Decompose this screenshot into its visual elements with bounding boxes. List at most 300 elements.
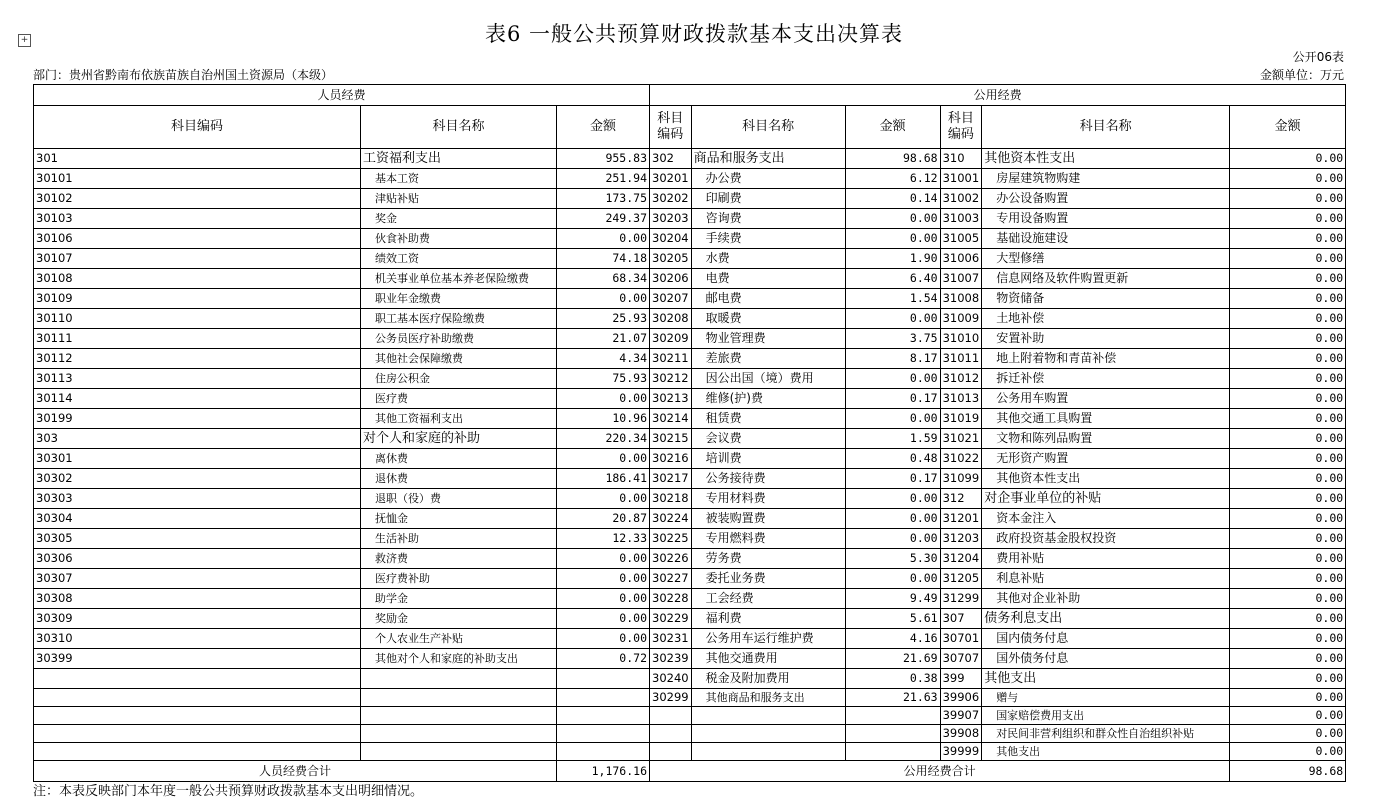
public-total-label: 公用经费合计 (650, 761, 1230, 782)
name-cell: 其他工资福利支出 (361, 409, 557, 429)
table-row (34, 689, 1346, 707)
table-row (34, 309, 1346, 329)
name-cell: 基础设施建设 (982, 229, 1230, 249)
amount-cell: 0.00 (1230, 429, 1346, 449)
amount-cell (845, 725, 940, 743)
table-row (34, 707, 1346, 725)
name-cell: 公务用车购置 (982, 389, 1230, 409)
code-cell: 30205 (650, 249, 692, 269)
code-cell: 31002 (940, 189, 982, 209)
code-cell: 30112 (34, 349, 361, 369)
code-cell: 30301 (34, 449, 361, 469)
department-label: 部门：贵州省黔南布依族苗族自治州国土资源局（本级） (33, 68, 334, 82)
name-cell: 因公出国（境）费用 (691, 369, 845, 389)
code-cell: 30203 (650, 209, 692, 229)
name-cell: 退休费 (361, 469, 557, 489)
amount-cell (557, 743, 650, 761)
name-cell: 电费 (691, 269, 845, 289)
amount-cell: 3.75 (845, 329, 940, 349)
table-row (34, 269, 1346, 289)
amount-cell: 173.75 (557, 189, 650, 209)
table-row (34, 209, 1346, 229)
name-cell: 国家赔偿费用支出 (982, 707, 1230, 725)
code-cell: 30211 (650, 349, 692, 369)
amount-cell: 0.38 (845, 669, 940, 689)
amount-cell: 0.00 (845, 229, 940, 249)
amount-cell: 0.00 (1230, 389, 1346, 409)
name-cell: 维修(护)费 (691, 389, 845, 409)
name-cell (361, 689, 557, 707)
name-cell: 公务用车运行维护费 (691, 629, 845, 649)
code-cell: 31204 (940, 549, 982, 569)
code-cell: 30307 (34, 569, 361, 589)
name-cell: 劳务费 (691, 549, 845, 569)
amount-cell: 0.17 (845, 469, 940, 489)
amount-cell: 1.90 (845, 249, 940, 269)
amount-cell (557, 669, 650, 689)
name-cell (361, 707, 557, 725)
code-cell: 30199 (34, 409, 361, 429)
name-cell (361, 725, 557, 743)
code-cell: 31008 (940, 289, 982, 309)
amount-cell: 0.00 (1230, 149, 1346, 169)
amount-cell: 5.30 (845, 549, 940, 569)
table-row (34, 725, 1346, 743)
code-cell: 30202 (650, 189, 692, 209)
code-cell: 31013 (940, 389, 982, 409)
amount-cell: 0.00 (845, 369, 940, 389)
code-cell: 30207 (650, 289, 692, 309)
code-cell: 31022 (940, 449, 982, 469)
name-cell: 国外债务付息 (982, 649, 1230, 669)
table-row (34, 149, 1346, 169)
public-header: 公用经费 (650, 85, 1346, 106)
code-cell (650, 707, 692, 725)
amount-cell: 0.00 (1230, 469, 1346, 489)
code-cell: 30216 (650, 449, 692, 469)
amount-cell: 0.00 (1230, 609, 1346, 629)
amount-cell (557, 725, 650, 743)
code-cell: 30215 (650, 429, 692, 449)
code-cell: 310 (940, 149, 982, 169)
amount-cell: 98.68 (845, 149, 940, 169)
name-cell: 医疗费补助 (361, 569, 557, 589)
code-cell: 30309 (34, 609, 361, 629)
amount-cell: 0.00 (1230, 549, 1346, 569)
name-cell: 公务接待费 (691, 469, 845, 489)
table-row (34, 349, 1346, 369)
name-cell: 其他资本性支出 (982, 149, 1230, 169)
code-cell: 303 (34, 429, 361, 449)
code-cell: 31010 (940, 329, 982, 349)
name-cell: 生活补助 (361, 529, 557, 549)
code-cell: 30310 (34, 629, 361, 649)
amount-cell: 0.00 (845, 569, 940, 589)
name-cell: 取暖费 (691, 309, 845, 329)
amount-cell: 0.72 (557, 649, 650, 669)
col-header-amount: 金额 (845, 106, 940, 149)
code-cell: 31099 (940, 469, 982, 489)
table-row (34, 469, 1346, 489)
amount-cell: 74.18 (557, 249, 650, 269)
name-cell: 信息网络及软件购置更新 (982, 269, 1230, 289)
amount-cell: 25.93 (557, 309, 650, 329)
code-cell: 30114 (34, 389, 361, 409)
unit-label: 金额单位：万元 (1259, 68, 1344, 82)
table-row (34, 529, 1346, 549)
name-cell: 其他对企业补助 (982, 589, 1230, 609)
amount-cell: 0.00 (845, 309, 940, 329)
table-row (34, 409, 1346, 429)
amount-cell: 0.00 (1230, 569, 1346, 589)
amount-cell: 0.00 (557, 629, 650, 649)
amount-cell: 0.48 (845, 449, 940, 469)
public-total-value: 98.68 (1230, 761, 1346, 782)
code-cell: 30204 (650, 229, 692, 249)
name-cell (361, 669, 557, 689)
name-cell: 培训费 (691, 449, 845, 469)
name-cell: 国内债务付息 (982, 629, 1230, 649)
code-cell (34, 743, 361, 761)
amount-cell: 0.00 (845, 209, 940, 229)
amount-cell: 0.00 (557, 489, 650, 509)
code-cell: 301 (34, 149, 361, 169)
name-cell: 无形资产购置 (982, 449, 1230, 469)
form-number: 公开06表 (1292, 50, 1344, 64)
code-cell: 31011 (940, 349, 982, 369)
name-cell: 商品和服务支出 (691, 149, 845, 169)
amount-cell: 75.93 (557, 369, 650, 389)
code-cell: 30701 (940, 629, 982, 649)
amount-cell: 9.49 (845, 589, 940, 609)
code-cell: 30106 (34, 229, 361, 249)
name-cell: 其他交通费用 (691, 649, 845, 669)
table-row (34, 289, 1346, 309)
personnel-total-label: 人员经费合计 (34, 761, 557, 782)
name-cell: 对个人和家庭的补助 (361, 429, 557, 449)
code-cell: 39999 (940, 743, 982, 761)
name-cell: 土地补偿 (982, 309, 1230, 329)
table-row (34, 549, 1346, 569)
name-cell: 个人农业生产补贴 (361, 629, 557, 649)
code-cell: 30299 (650, 689, 692, 707)
code-cell: 30101 (34, 169, 361, 189)
amount-cell: 220.34 (557, 429, 650, 449)
amount-cell: 0.00 (557, 449, 650, 469)
code-cell: 30102 (34, 189, 361, 209)
code-cell: 30108 (34, 269, 361, 289)
table-row (34, 429, 1346, 449)
code-cell: 30214 (650, 409, 692, 429)
name-cell: 文物和陈列品购置 (982, 429, 1230, 449)
name-cell: 债务利息支出 (982, 609, 1230, 629)
name-cell: 其他支出 (982, 669, 1230, 689)
code-cell: 39908 (940, 725, 982, 743)
amount-cell: 0.00 (1230, 649, 1346, 669)
col-header-name: 科目名称 (982, 106, 1230, 149)
name-cell: 赠与 (982, 689, 1230, 707)
code-cell: 399 (940, 669, 982, 689)
code-cell: 307 (940, 609, 982, 629)
code-cell (34, 707, 361, 725)
amount-cell: 8.17 (845, 349, 940, 369)
amount-cell (845, 707, 940, 725)
amount-cell: 1.54 (845, 289, 940, 309)
code-cell: 30209 (650, 329, 692, 349)
table-row (34, 629, 1346, 649)
amount-cell: 0.00 (1230, 329, 1346, 349)
amount-cell: 0.00 (557, 609, 650, 629)
totals-row (34, 761, 1346, 782)
name-cell: 专用燃料费 (691, 529, 845, 549)
name-cell: 利息补贴 (982, 569, 1230, 589)
col-header-name: 科目名称 (691, 106, 845, 149)
name-cell: 机关事业单位基本养老保险缴费 (361, 269, 557, 289)
amount-cell: 0.00 (1230, 369, 1346, 389)
name-cell: 办公费 (691, 169, 845, 189)
code-cell: 30217 (650, 469, 692, 489)
table-row (34, 669, 1346, 689)
amount-cell: 0.00 (557, 589, 650, 609)
code-cell: 30213 (650, 389, 692, 409)
name-cell: 被装购置费 (691, 509, 845, 529)
table-row (34, 389, 1346, 409)
name-cell: 办公设备购置 (982, 189, 1230, 209)
personnel-header: 人员经费 (34, 85, 650, 106)
amount-cell: 249.37 (557, 209, 650, 229)
amount-cell: 0.00 (1230, 229, 1346, 249)
name-cell: 物资储备 (982, 289, 1230, 309)
name-cell: 地上附着物和青苗补偿 (982, 349, 1230, 369)
amount-cell: 0.00 (557, 389, 650, 409)
amount-cell: 21.69 (845, 649, 940, 669)
name-cell: 抚恤金 (361, 509, 557, 529)
amount-cell: 0.00 (1230, 349, 1346, 369)
amount-cell: 10.96 (557, 409, 650, 429)
code-cell: 30111 (34, 329, 361, 349)
name-cell: 退职（役）费 (361, 489, 557, 509)
code-cell (34, 669, 361, 689)
code-cell: 30103 (34, 209, 361, 229)
amount-cell: 0.00 (557, 569, 650, 589)
amount-cell: 21.63 (845, 689, 940, 707)
col-header-amount: 金额 (557, 106, 650, 149)
code-cell: 31006 (940, 249, 982, 269)
amount-cell: 0.00 (845, 509, 940, 529)
amount-cell: 955.83 (557, 149, 650, 169)
amount-cell: 186.41 (557, 469, 650, 489)
table-row (34, 589, 1346, 609)
code-cell: 30206 (650, 269, 692, 289)
name-cell: 医疗费 (361, 389, 557, 409)
name-cell: 工会经费 (691, 589, 845, 609)
amount-cell: 0.00 (1230, 249, 1346, 269)
code-cell: 30229 (650, 609, 692, 629)
name-cell: 助学金 (361, 589, 557, 609)
col-header-code-short: 科目 编码 (650, 106, 692, 149)
amount-cell: 0.00 (1230, 209, 1346, 229)
amount-cell: 0.00 (1230, 669, 1346, 689)
expenditure-table (33, 84, 1346, 782)
code-cell: 30304 (34, 509, 361, 529)
name-cell: 奖金 (361, 209, 557, 229)
page-title: 表6 一般公共预算财政拨款基本支出决算表 (484, 22, 904, 46)
amount-cell: 0.17 (845, 389, 940, 409)
amount-cell: 4.16 (845, 629, 940, 649)
col-header-code-short: 科目 编码 (940, 106, 982, 149)
table-move-handle-icon[interactable]: + (18, 34, 31, 47)
code-cell: 30305 (34, 529, 361, 549)
code-cell (650, 743, 692, 761)
name-cell (691, 707, 845, 725)
footnote: 注：本表反映部门本年度一般公共预算财政拨款基本支出明细情况。 (33, 784, 424, 799)
code-cell: 30212 (650, 369, 692, 389)
amount-cell: 0.00 (845, 529, 940, 549)
amount-cell: 0.00 (1230, 529, 1346, 549)
name-cell: 其他资本性支出 (982, 469, 1230, 489)
code-cell: 30308 (34, 589, 361, 609)
amount-cell: 0.00 (1230, 589, 1346, 609)
name-cell: 其他交通工具购置 (982, 409, 1230, 429)
table-row (34, 329, 1346, 349)
amount-cell: 0.00 (1230, 629, 1346, 649)
code-cell: 31205 (940, 569, 982, 589)
table-row (34, 229, 1346, 249)
code-cell: 31009 (940, 309, 982, 329)
table-row (34, 189, 1346, 209)
name-cell (691, 725, 845, 743)
name-cell: 奖励金 (361, 609, 557, 629)
name-cell: 工资福利支出 (361, 149, 557, 169)
name-cell: 对企事业单位的补贴 (982, 489, 1230, 509)
col-header-amount: 金额 (1230, 106, 1346, 149)
code-cell: 31001 (940, 169, 982, 189)
name-cell: 专用设备购置 (982, 209, 1230, 229)
code-cell: 302 (650, 149, 692, 169)
col-header-name: 科目名称 (361, 106, 557, 149)
name-cell: 住房公积金 (361, 369, 557, 389)
code-cell: 30302 (34, 469, 361, 489)
code-cell (34, 689, 361, 707)
name-cell: 大型修缮 (982, 249, 1230, 269)
amount-cell: 6.12 (845, 169, 940, 189)
name-cell: 印刷费 (691, 189, 845, 209)
code-cell: 30231 (650, 629, 692, 649)
name-cell: 拆迁补偿 (982, 369, 1230, 389)
name-cell: 津贴补贴 (361, 189, 557, 209)
name-cell: 伙食补助费 (361, 229, 557, 249)
name-cell: 离休费 (361, 449, 557, 469)
name-cell: 其他支出 (982, 743, 1230, 761)
amount-cell: 0.00 (1230, 449, 1346, 469)
code-cell: 31007 (940, 269, 982, 289)
code-cell (650, 725, 692, 743)
code-cell: 31021 (940, 429, 982, 449)
table-row (34, 569, 1346, 589)
amount-cell: 1.59 (845, 429, 940, 449)
amount-cell: 0.00 (557, 549, 650, 569)
code-cell: 31299 (940, 589, 982, 609)
table-row (34, 249, 1346, 269)
code-cell: 30239 (650, 649, 692, 669)
name-cell: 其他对个人和家庭的补助支出 (361, 649, 557, 669)
amount-cell: 20.87 (557, 509, 650, 529)
name-cell: 委托业务费 (691, 569, 845, 589)
code-cell: 30306 (34, 549, 361, 569)
code-cell: 30107 (34, 249, 361, 269)
code-cell: 312 (940, 489, 982, 509)
amount-cell: 0.00 (845, 489, 940, 509)
name-cell: 水费 (691, 249, 845, 269)
personnel-total-value: 1,176.16 (557, 761, 650, 782)
name-cell: 其他社会保障缴费 (361, 349, 557, 369)
amount-cell: 0.00 (1230, 509, 1346, 529)
code-cell: 30227 (650, 569, 692, 589)
amount-cell: 0.00 (1230, 269, 1346, 289)
amount-cell: 0.00 (1230, 409, 1346, 429)
table-row (34, 609, 1346, 629)
amount-cell: 0.00 (1230, 743, 1346, 761)
code-cell: 39907 (940, 707, 982, 725)
name-cell: 职业年金缴费 (361, 289, 557, 309)
col-header-code: 科目编码 (34, 106, 361, 149)
amount-cell: 4.34 (557, 349, 650, 369)
code-cell: 31203 (940, 529, 982, 549)
code-cell: 30240 (650, 669, 692, 689)
name-cell: 基本工资 (361, 169, 557, 189)
amount-cell: 0.00 (1230, 309, 1346, 329)
amount-cell: 0.00 (1230, 289, 1346, 309)
amount-cell: 0.00 (845, 409, 940, 429)
amount-cell: 251.94 (557, 169, 650, 189)
code-cell: 30113 (34, 369, 361, 389)
code-cell: 30707 (940, 649, 982, 669)
name-cell: 对民间非营利组织和群众性自治组织补贴 (982, 725, 1230, 743)
code-cell: 30303 (34, 489, 361, 509)
table-row (34, 449, 1346, 469)
amount-cell (557, 707, 650, 725)
amount-cell: 0.00 (1230, 689, 1346, 707)
table-row (34, 369, 1346, 389)
name-cell: 职工基本医疗保险缴费 (361, 309, 557, 329)
code-cell: 31003 (940, 209, 982, 229)
code-cell: 30110 (34, 309, 361, 329)
name-cell: 物业管理费 (691, 329, 845, 349)
code-cell: 30228 (650, 589, 692, 609)
name-cell: 救济费 (361, 549, 557, 569)
name-cell: 手续费 (691, 229, 845, 249)
name-cell: 差旅费 (691, 349, 845, 369)
amount-cell: 0.00 (557, 289, 650, 309)
table-row (34, 489, 1346, 509)
code-cell: 30218 (650, 489, 692, 509)
amount-cell (845, 743, 940, 761)
name-cell: 邮电费 (691, 289, 845, 309)
table-row (34, 509, 1346, 529)
name-cell: 资本金注入 (982, 509, 1230, 529)
code-cell: 30109 (34, 289, 361, 309)
table-row (34, 169, 1346, 189)
code-cell: 30399 (34, 649, 361, 669)
code-cell: 30208 (650, 309, 692, 329)
amount-cell: 0.14 (845, 189, 940, 209)
code-cell: 30225 (650, 529, 692, 549)
name-cell: 费用补贴 (982, 549, 1230, 569)
name-cell: 福利费 (691, 609, 845, 629)
amount-cell: 0.00 (1230, 189, 1346, 209)
code-cell: 30226 (650, 549, 692, 569)
code-cell: 31019 (940, 409, 982, 429)
